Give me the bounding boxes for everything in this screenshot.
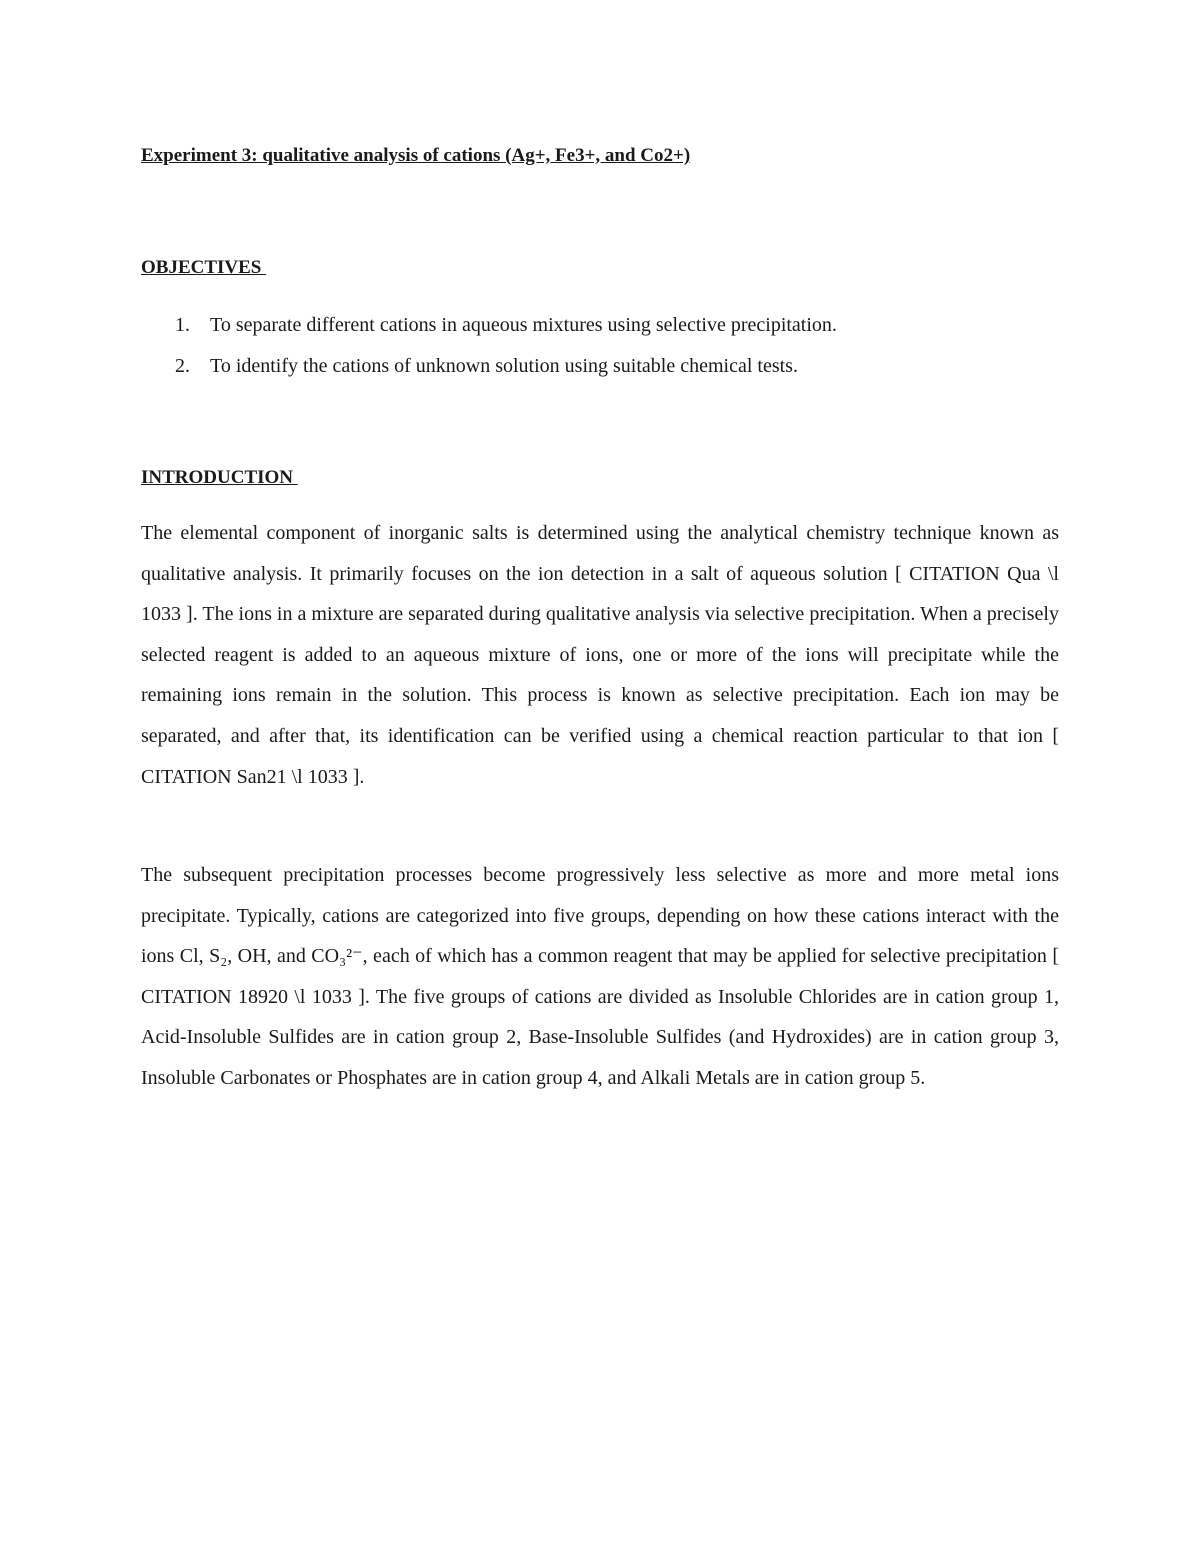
objectives-heading: OBJECTIVES [141, 257, 267, 278]
list-item-text: To separate different cations in aqueous mixtures using selective precipitation. [210, 314, 837, 336]
introduction-heading: INTRODUCTION [141, 467, 298, 488]
document-title: Experiment 3: qualitative analysis of cations (Ag+, Fe3+, and Co2+) [141, 145, 691, 166]
list-item-number: 1. [175, 314, 190, 336]
introduction-paragraph: The elemental component of inorganic salts is determined using the analytical chemistry technique known as qualitative analysis. It primarily focuses on the ion detection in a salt of aqueous solution [ CITATION Qua \l 1033 ]. The ions in a mixture are separated during qualitative analysis via selective precipitation. When a precisely selected reagent is added to an aqueous mixture of ions, one or more of the ions will precipitate while the remaining ions remain in the solution. This process is known as selective precipitation. Each ion may be separated, and after that, its identification can be verified using a chemical reaction particular to that ion [ CITATION San21 \l 1033 ]. [141, 522, 1059, 788]
objectives-list [141, 313, 837, 395]
introduction-paragraph: The subsequent precipitation processes become progressively less selective as more and more metal ions precipitate. Typically, cations are categorized into five groups, depending on how these cations interact with the ions Cl, S₂, OH, and CO₃²⁻, each of which has a common reagent that may be applied for selective precipitation [ CITATION 18920 \l 1033 ]. The five groups of cations are divided as Insoluble Chlorides are in cation group 1, Acid-Insoluble Sulfides are in cation group 2, Base-Insoluble Sulfides (and Hydroxides) are in cation group 3, Insoluble Carbonates or Phosphates are in cation group 4, and Alkali Metals are in cation group 5. [141, 864, 1059, 1089]
list-item-text: To identify the cations of unknown solution using suitable chemical tests. [210, 355, 798, 377]
list-item [141, 313, 837, 354]
list-item-number: 2. [175, 355, 190, 377]
list-item [141, 354, 837, 395]
